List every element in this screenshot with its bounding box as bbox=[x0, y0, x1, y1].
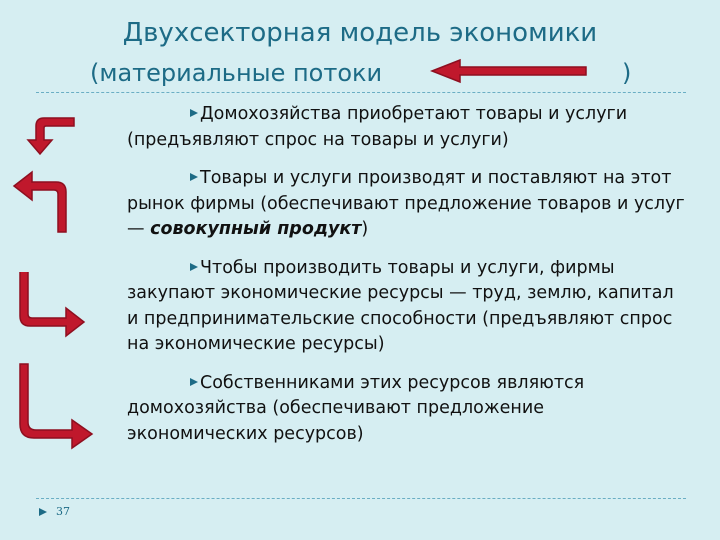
triangle-bullet-icon bbox=[190, 378, 198, 386]
red-bent-arrow-up-right-icon bbox=[10, 272, 90, 338]
slide-title: Двухсекторная модель экономики bbox=[122, 18, 598, 48]
emphasis-text: совокупный продукт bbox=[150, 219, 362, 239]
subtitle-close-paren: ) bbox=[622, 59, 632, 87]
list-item: Товары и услуги производят и поставляют на этот рынок фирмы (обеспечивают предложение товаров и услуг — совокупный продукт) bbox=[127, 168, 685, 239]
bottom-divider bbox=[36, 498, 686, 499]
bullet-list bbox=[127, 102, 687, 460]
list-item: Домохозяйства приобретают товары и услуги (предъявляют спрос на товары и услуги) bbox=[127, 104, 628, 150]
red-bent-arrow-up-left-icon bbox=[10, 170, 80, 236]
triangle-bullet-icon bbox=[190, 109, 198, 117]
slide-subtitle bbox=[90, 58, 632, 88]
red-left-arrow-icon bbox=[430, 58, 590, 84]
list-item: Чтобы производить товары и услуги, фирмы закупают экономические ресурсы — труд, землю, капитал и предпринимательские способности (предъявляют спрос на экономические ресурсы) bbox=[127, 257, 674, 354]
triangle-marker-icon bbox=[38, 507, 48, 517]
list-item: Собственниками этих ресурсов являются домохозяйства (обеспечивают предложение экономических ресурсов) bbox=[127, 372, 585, 444]
red-bent-arrow-down-left-icon bbox=[10, 108, 80, 158]
page-number: 37 bbox=[56, 505, 70, 518]
top-divider bbox=[36, 92, 686, 93]
subtitle-text: (материальные потоки bbox=[90, 59, 383, 87]
triangle-bullet-icon bbox=[190, 173, 198, 181]
triangle-bullet-icon bbox=[190, 263, 198, 271]
red-bent-arrow-down-right-icon bbox=[10, 360, 100, 452]
